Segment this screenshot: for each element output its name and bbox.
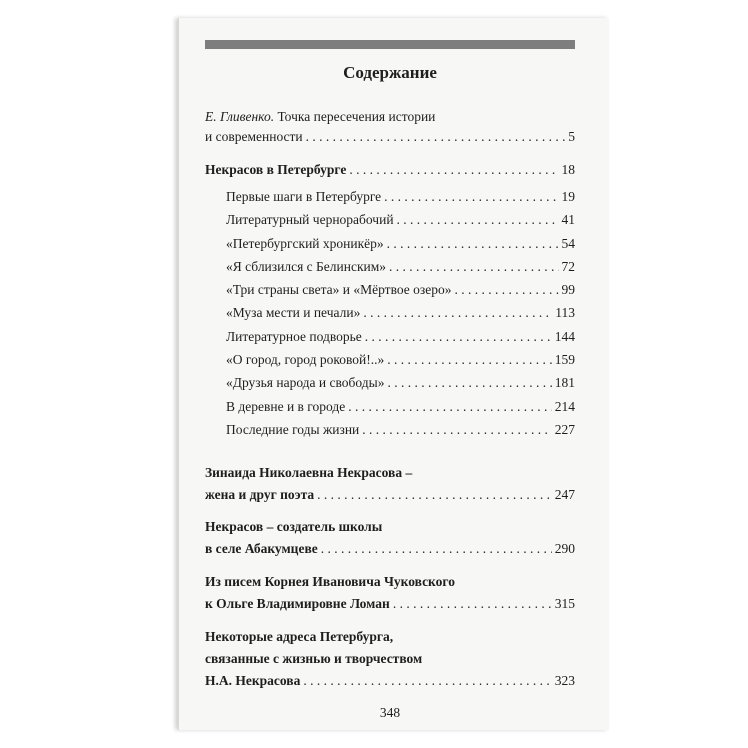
- part4-line2: к Ольге Владимировне Ломан: [205, 596, 390, 611]
- toc-entry-part4: [205, 571, 575, 615]
- part3-line1: Некрасов – создатель школы: [205, 519, 383, 534]
- toc-entry-part1: [205, 160, 575, 180]
- part5-page: 323: [554, 673, 575, 688]
- part1-title: Некрасов в Петербурге: [205, 162, 347, 177]
- chapter-item: Литературное подворье . . . 144: [226, 325, 575, 348]
- part2-line1: Зинаида Николаевна Некрасова –: [205, 465, 413, 480]
- part2-line2: жена и друг поэта: [205, 487, 315, 502]
- dot-leader: [303, 671, 551, 691]
- intro-title-line2: и современности: [205, 129, 303, 144]
- part5-line2: связанные с жизнью и творчеством: [205, 651, 423, 666]
- part1-page: 18: [561, 162, 575, 177]
- dot-leader: [349, 160, 558, 180]
- chapter-item: Последние годы жизни . . . 227: [226, 418, 575, 441]
- part5-line1: Некоторые адреса Петербурга,: [205, 629, 394, 644]
- toc-entry-part5: [205, 626, 575, 692]
- part5-line3: Н.А. Некрасова: [205, 673, 301, 688]
- chapter-item: «Три страны света» и «Мёртвое озеро» . . . 99: [226, 278, 575, 301]
- page-number: 348: [379, 705, 401, 720]
- chapter-item: «Я сблизился с Белинским» . . . 72: [226, 255, 575, 278]
- intro-author: Е. Гливенко.: [205, 109, 275, 124]
- dot-leader: [321, 539, 552, 559]
- toc-entry-part3: [205, 516, 575, 560]
- dot-leader: [317, 485, 552, 505]
- part2-page: 247: [554, 487, 575, 502]
- chapter-item: «Муза мести и печали» . . . 113: [226, 301, 575, 324]
- part3-page: 290: [554, 541, 575, 556]
- chapter-item: «О город, город роковой!..» . . . 159: [226, 348, 575, 371]
- dot-leader: [393, 594, 552, 614]
- chapter-list: [226, 185, 575, 441]
- chapter-item: Первые шаги в Петербурге . . . 19: [226, 185, 575, 208]
- part3-line2: в селе Абакумцеве: [205, 541, 318, 556]
- intro-page: 5: [568, 129, 575, 144]
- chapter-item: В деревне и в городе . . . 214: [226, 395, 575, 418]
- page-title: Содержание: [343, 63, 437, 82]
- toc-entry-intro: [205, 107, 575, 147]
- part4-page: 315: [554, 596, 575, 611]
- chapter-item: Литературный чернорабочий . . . 41: [226, 208, 575, 231]
- part4-line1: Из писем Корнея Ивановича Чуковского: [205, 574, 455, 589]
- chapter-item: «Петербургский хроникёр» . . . 54: [226, 232, 575, 255]
- top-rule: [205, 40, 575, 49]
- dot-leader: [306, 127, 566, 147]
- intro-title-line1: Точка пересечения истории: [277, 109, 436, 124]
- chapter-item: «Друзья народа и свободы» . . . 181: [226, 371, 575, 394]
- toc-entry-part2: [205, 462, 575, 506]
